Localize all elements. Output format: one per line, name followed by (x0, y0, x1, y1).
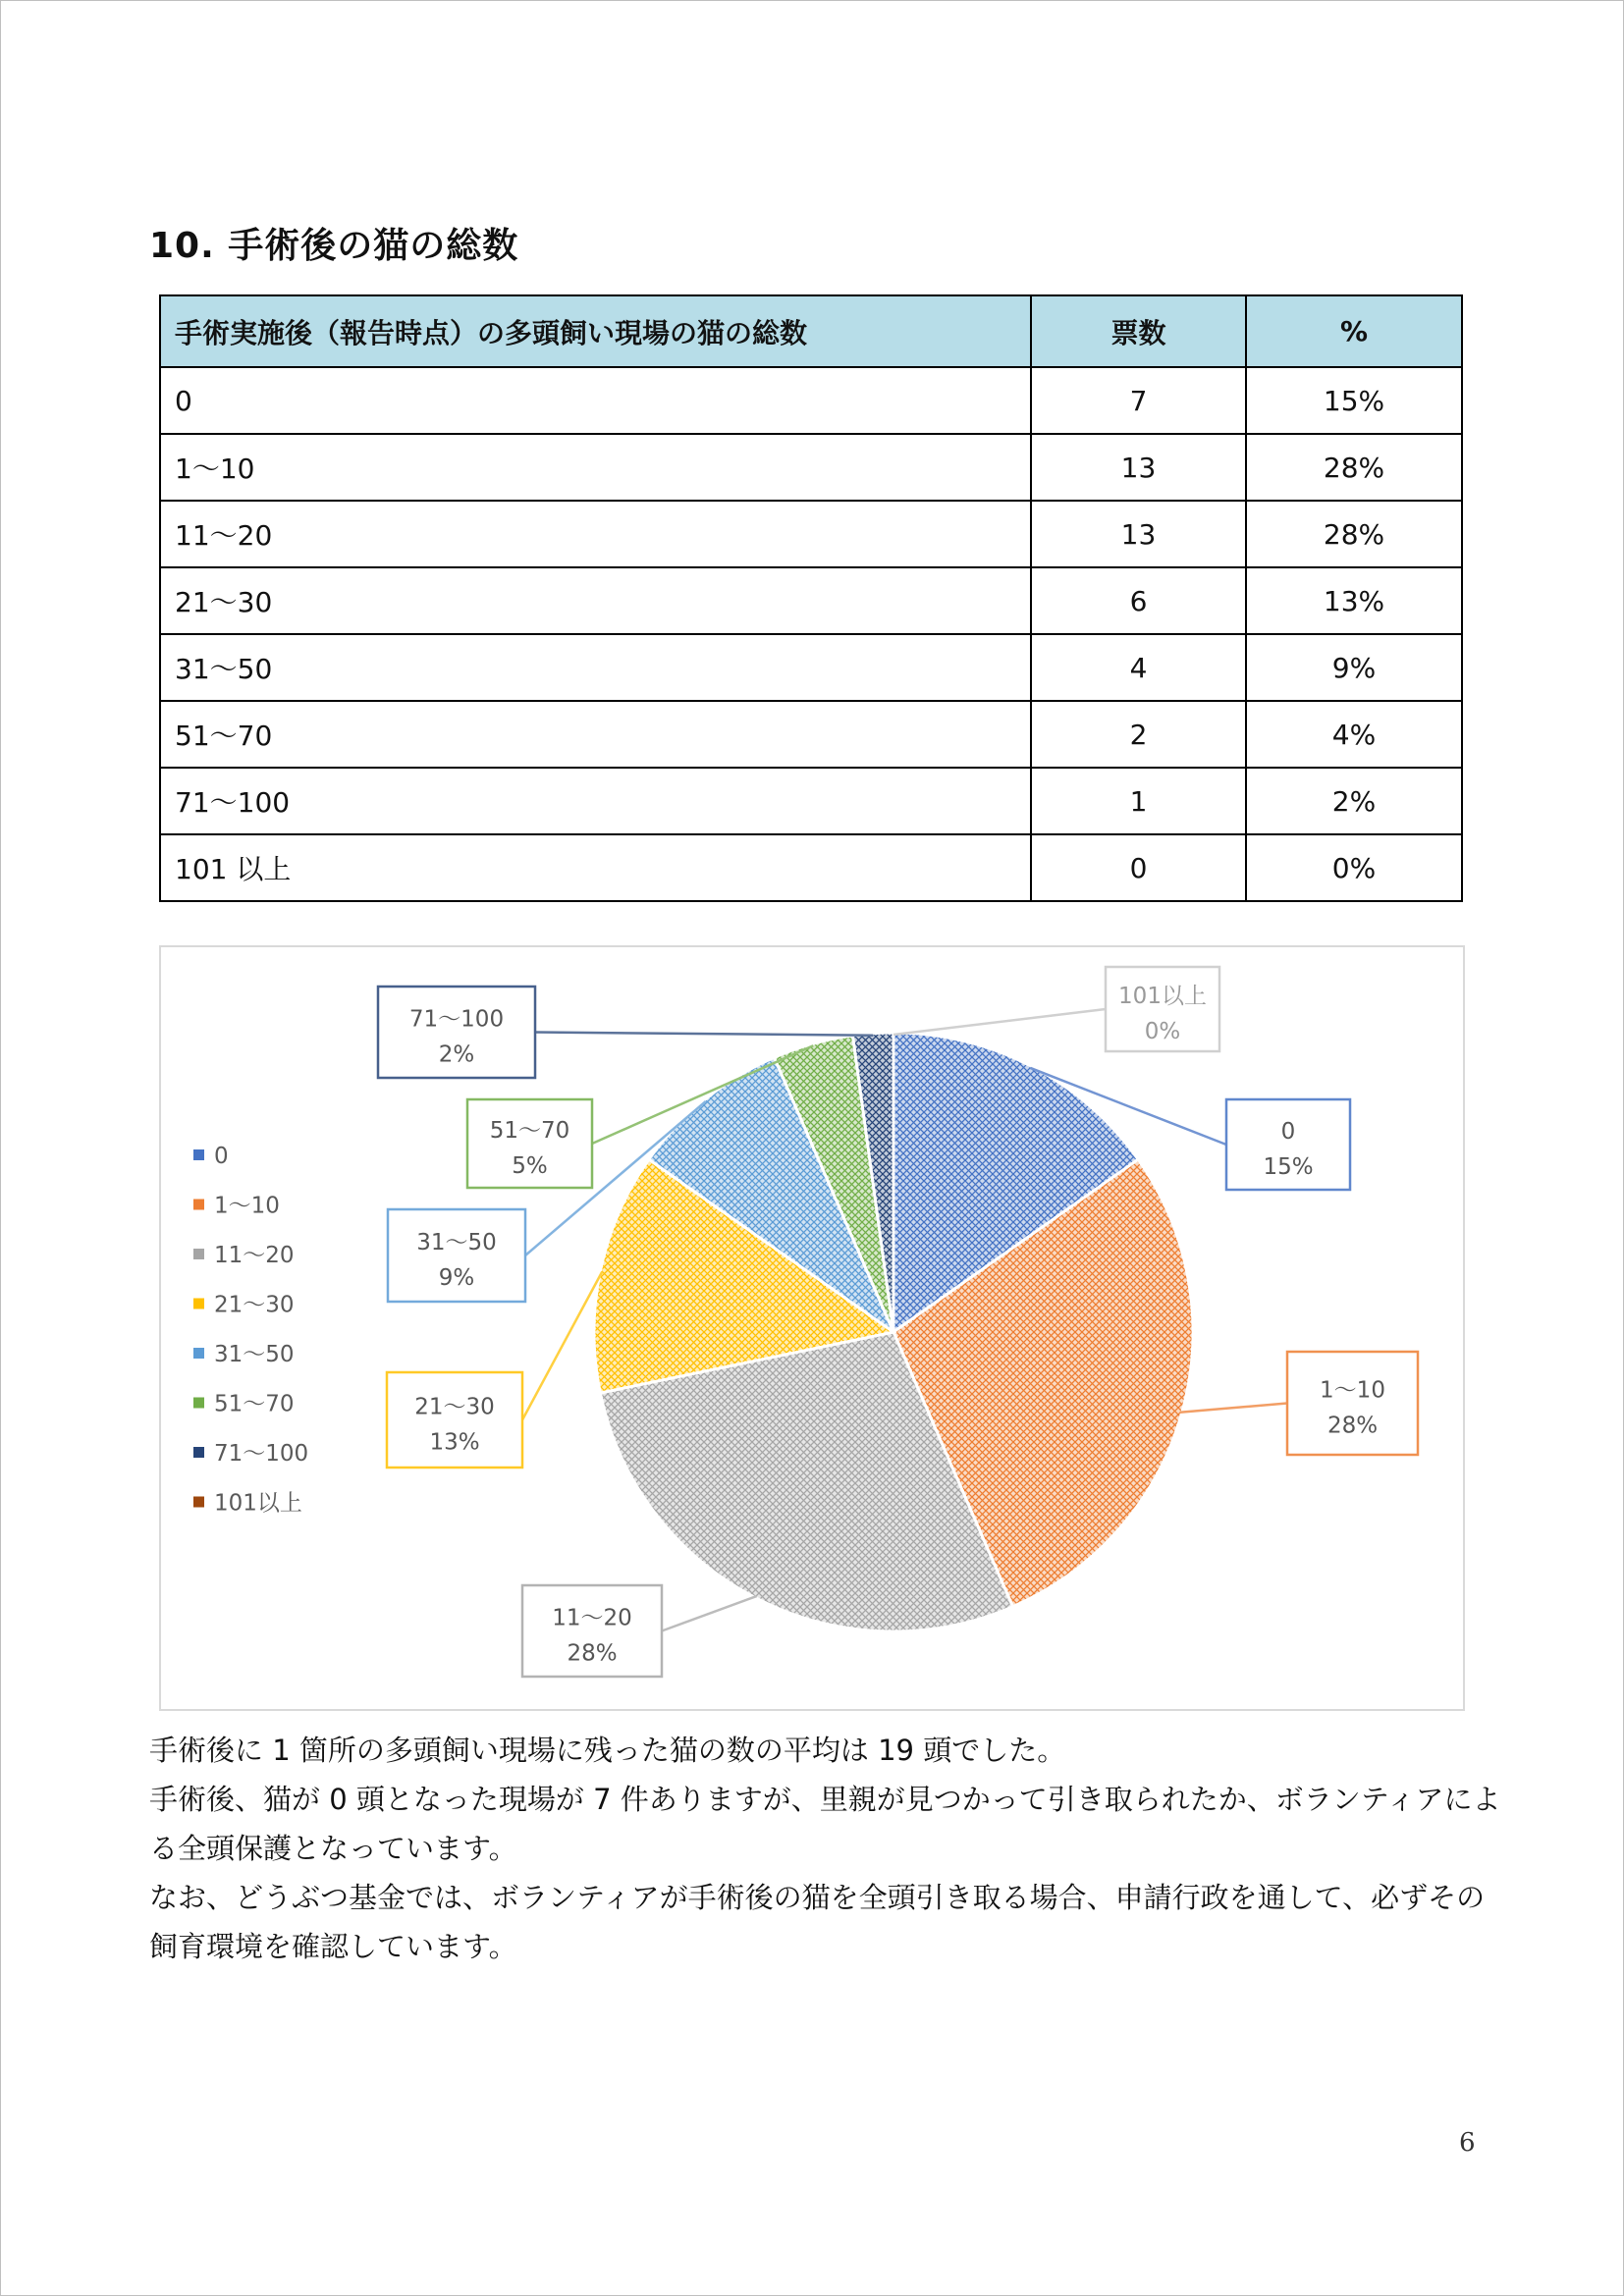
callout-category: 1～10 (1320, 1377, 1385, 1404)
data-label: 2% (438, 1041, 475, 1068)
table-row (160, 768, 1462, 834)
legend-entry: 11～20 (214, 1243, 295, 1268)
callout-category: 31～50 (416, 1230, 497, 1255)
data-label: 15% (1263, 1154, 1314, 1180)
callout-category: 101以上 (1118, 984, 1207, 1009)
pie-chart-frame (159, 945, 1465, 1711)
leader-line (535, 1033, 873, 1036)
row-category: 101 以上 (160, 834, 1031, 901)
legend-swatch (193, 1149, 204, 1160)
results-table (159, 294, 1463, 902)
legend-entry: 51～70 (214, 1391, 295, 1417)
row-votes: 2 (1031, 701, 1246, 768)
legend-entry: 1～10 (214, 1193, 280, 1219)
row-percent: 28% (1246, 501, 1462, 567)
callout-category: 21～30 (414, 1394, 495, 1420)
row-percent: 0% (1246, 834, 1462, 901)
row-category: 21～30 (160, 567, 1031, 634)
row-category: 31～50 (160, 634, 1031, 701)
legend-entry: 21～30 (214, 1292, 295, 1318)
callout-box (1287, 1352, 1418, 1455)
legend-entry: 31～50 (214, 1342, 295, 1367)
row-votes: 13 (1031, 501, 1246, 567)
row-votes: 4 (1031, 634, 1246, 701)
callout-category: 51～70 (489, 1118, 570, 1144)
row-percent: 15% (1246, 367, 1462, 434)
leader-line (662, 1596, 757, 1630)
row-percent: 4% (1246, 701, 1462, 768)
row-percent: 28% (1246, 434, 1462, 501)
row-votes: 1 (1031, 768, 1246, 834)
legend-entry: 71～100 (214, 1441, 309, 1467)
row-percent: 9% (1246, 634, 1462, 701)
legend-swatch (193, 1249, 204, 1259)
summary-line: 手術後に 1 箇所の多頭飼い現場に残った猫の数の平均は 19 頭でした。 (149, 1734, 1066, 1767)
header-percent: % (1246, 295, 1462, 367)
header-votes: 票数 (1031, 295, 1246, 367)
data-label: 9% (438, 1265, 475, 1291)
summary-line: 手術後、猫が 0 頭となった現場が 7 件ありますが、里親が見つかって引き取られたか、ボランティアによる全頭保護となっています。 (149, 1783, 1501, 1865)
row-votes: 0 (1031, 834, 1246, 901)
summary-line: なお、どうぶつ基金では、ボランティアが手術後の猫を全頭引き取る場合、申請行政を通して、必ずその飼育環境を確認しています。 (149, 1881, 1486, 1963)
table-row (160, 701, 1462, 768)
row-category: 11～20 (160, 501, 1031, 567)
legend-swatch (193, 1447, 204, 1458)
data-label: 28% (567, 1640, 618, 1667)
data-label: 13% (429, 1429, 480, 1456)
legend-entry: 101以上 (214, 1490, 302, 1517)
table-row (160, 634, 1462, 701)
table-row (160, 834, 1462, 901)
table-row (160, 367, 1462, 434)
row-percent: 2% (1246, 768, 1462, 834)
legend-swatch (193, 1348, 204, 1359)
page-number: 6 (1459, 2128, 1476, 2158)
data-label: 0% (1144, 1019, 1181, 1044)
data-label: 28% (1326, 1413, 1379, 1439)
legend-swatch (193, 1299, 204, 1309)
row-category: 1～10 (160, 434, 1031, 501)
pie-chart (161, 947, 1467, 1713)
legend-swatch (193, 1497, 204, 1508)
leader-line (522, 1271, 602, 1419)
header-cat-count: 手術実施後（報告時点）の多頭飼い現場の猫の総数 (160, 295, 1031, 367)
row-percent: 13% (1246, 567, 1462, 634)
table-row (160, 567, 1462, 634)
callout-category: 11～20 (552, 1605, 632, 1631)
row-category: 0 (160, 367, 1031, 434)
summary-text (149, 1726, 1504, 1971)
row-category: 51～70 (160, 701, 1031, 768)
row-category: 71～100 (160, 768, 1031, 834)
section-title: 10. 手術後の猫の総数 (149, 226, 519, 266)
legend-swatch (193, 1398, 204, 1409)
table-row (160, 501, 1462, 567)
table-row (160, 434, 1462, 501)
callout-category: 0 (1280, 1119, 1296, 1145)
row-votes: 7 (1031, 367, 1246, 434)
leader-line (1180, 1404, 1287, 1413)
row-votes: 6 (1031, 567, 1246, 634)
table-header-row (160, 295, 1462, 367)
row-votes: 13 (1031, 434, 1246, 501)
callout-category: 71～100 (408, 1006, 505, 1033)
leader-line (893, 1009, 1106, 1035)
legend-swatch (193, 1200, 204, 1210)
legend-entry: 0 (214, 1144, 229, 1169)
data-label: 5% (512, 1153, 548, 1179)
